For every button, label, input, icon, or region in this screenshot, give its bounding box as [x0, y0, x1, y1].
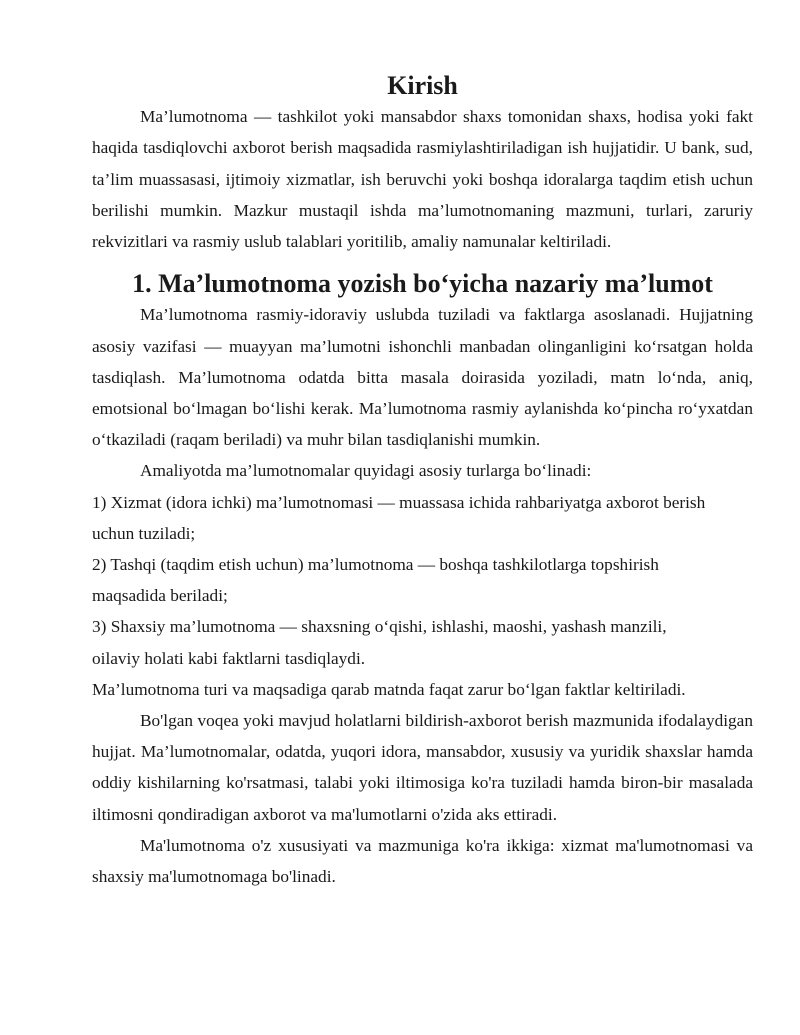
intro-heading: Kirish: [387, 71, 458, 100]
section-1-paragraph-2: Bo'lgan voqea yoki mavjud holatlarni bildirish-axborot berish mazmunida ifodalaydigan hujjat. Ma’lumotnomalar, odatda, yuqori idora, mansabdor, xususiy va yuridik shaxslar hamda oddiy kishilarning ko'rsatmasi, talabi yoki iltimosiga ko'ra tuziladi hamda biron-bir masalada iltimosni qondiradigan axborot va ma'lumotlarni o'zida aks ettiradi.: [92, 711, 753, 824]
section-1-paragraph-1: Ma’lumotnoma rasmiy-idoraviy uslubda tuziladi va faktlarga asoslanadi. Hujjatning asosiy vazifasi — muayyan ma’lumotni ishonchli manbadan olinganligini ko‘rsatgan holda tasdiqlash. Ma’lumotnoma odatda bitta masala doirasida yoziladi, matn lo‘nda, aniq, emotsional bo‘lmagan bo‘lishi kerak. Ma’lumotnoma rasmiy aylanishda ko‘pincha ro‘yxatdan o‘tkaziladi (raqam beriladi) va muhr bilan tasdiqlanishi mumkin.: [92, 305, 753, 450]
type-list-item-2: 2) Tashqi (taqdim etish uchun) ma’lumotnoma — boshqa tashkilotlarga topshirish maqsadida beriladi;: [92, 555, 659, 606]
type-list-item-3: 3) Shaxsiy ma’lumotnoma — shaxsning o‘qishi, ishlashi, maoshi, yashash manzili, oilaviy holati kabi faktlarni tasdiqlaydi.: [92, 617, 667, 668]
intro-paragraph: Ma’lumotnoma — tashkilot yoki mansabdor shaxs tomonidan shaxs, hodisa yoki fakt haqida tasdiqlovchi axborot berish maqsadida rasmiylashtiriladigan ish hujjatidir. U bank, sud, ta’lim muassasasi, ijtimoiy xizmatlar, ish beruvchi yoki boshqa idoralarga taqdim etish uchun berilishi mumkin. Mazkur mustaqil ishda ma’lumotnomaning mazmuni, turlari, zaruriy rekvizitlari va rasmiy uslub talablari yoritilib, amaliy namunalar keltiriladi.: [92, 107, 753, 252]
document-page: [92, 70, 753, 892]
type-list-item-1: 1) Xizmat (idora ichki) ma’lumotnomasi — muassasa ichida rahbariyatga axborot berish uchun tuziladi;: [92, 492, 706, 543]
section-1-paragraph-3: Ma'lumotnoma o'z xususiyati va mazmuniga ko'ra ikkiga: xizmat ma'lumotnomasi va shaxsiy ma'lumotnomaga bo'linadi.: [92, 835, 753, 887]
types-intro: Amaliyotda ma’lumotnomalar quyidagi asosiy turlarga bo‘linadi:: [140, 461, 592, 481]
section-1-heading: 1. Ma’lumotnoma yozish bo‘yicha nazariy ma’lumot: [132, 269, 713, 299]
types-note: Ma’lumotnoma turi va maqsadiga qarab matnda faqat zarur bo‘lgan faktlar keltiriladi.: [92, 679, 686, 699]
